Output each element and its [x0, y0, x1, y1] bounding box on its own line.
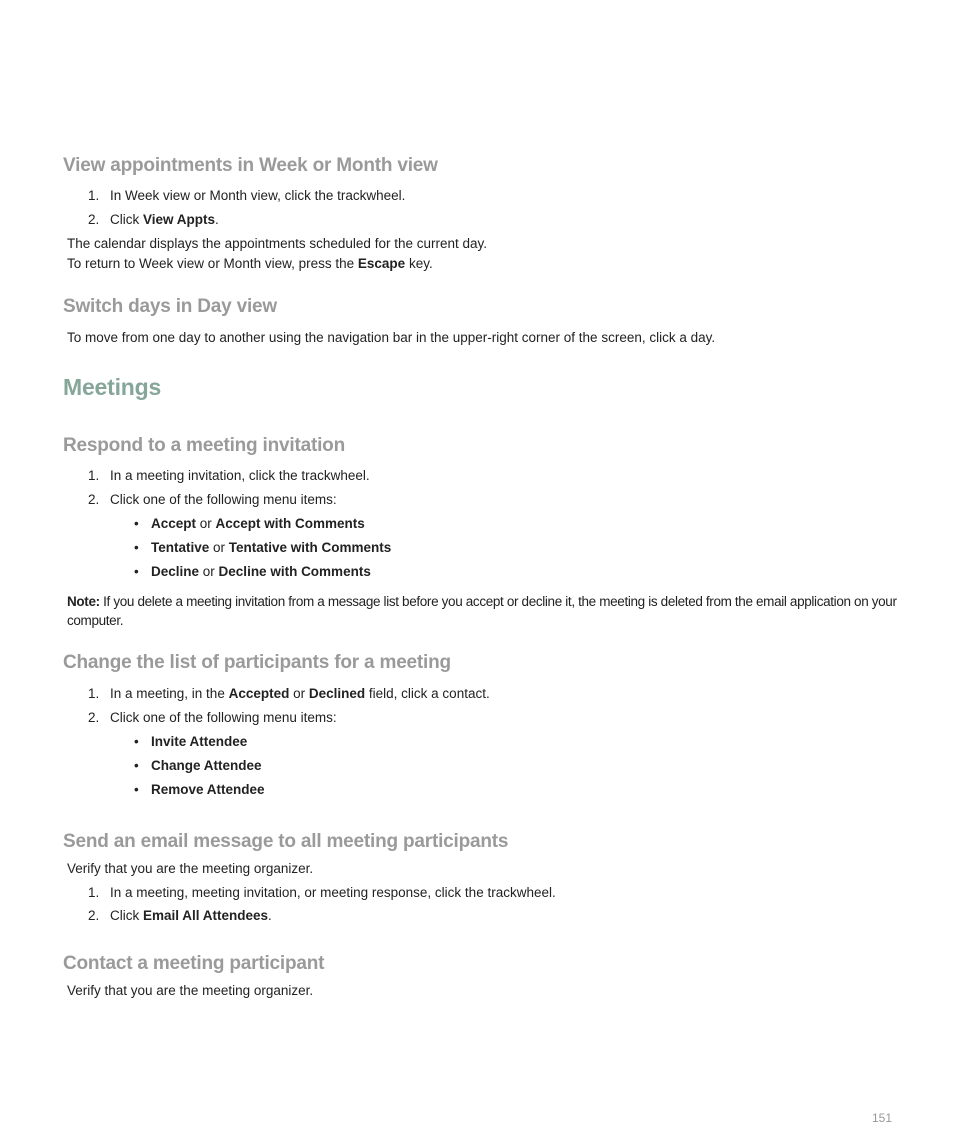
section-heading-respond-invitation: Respond to a meeting invitation: [63, 435, 345, 456]
bullet-icon: •: [134, 564, 139, 579]
step-number: 2.: [88, 908, 100, 923]
section-heading-view-appointments: View appointments in Week or Month view: [63, 155, 438, 176]
paragraph: To move from one day to another using the navigation bar in the upper-right corner of the screen, click a day.: [67, 330, 716, 345]
conjunction: or: [289, 686, 309, 701]
note-text: If you delete a meeting invitation from a message list before you accept or decline it, the meeting is deleted from the email application on your computer.: [67, 594, 897, 628]
menu-item-accept: Accept: [151, 516, 197, 531]
paragraph: Verify that you are the meeting organizer.: [67, 983, 314, 998]
step-number: 1.: [88, 188, 100, 203]
menu-item-decline-with-comments: Decline with Comments: [218, 564, 371, 579]
section-heading-change-participants: Change the list of participants for a meeting: [63, 652, 451, 673]
step-number: 1.: [88, 885, 100, 900]
menu-item-email-all-attendees: Email All Attendees: [143, 908, 269, 923]
bullet-icon: •: [134, 758, 139, 773]
field-accepted: Accepted: [228, 686, 290, 701]
menu-item-remove-attendee: Remove Attendee: [151, 782, 265, 797]
menu-item-change-attendee: Change Attendee: [151, 758, 262, 773]
step-number: 1.: [88, 686, 100, 701]
step-text: [110, 212, 219, 227]
step-text: [110, 686, 490, 701]
step-text-pre: In a meeting, in the: [110, 686, 229, 701]
bullet-icon: •: [134, 734, 139, 749]
menu-item-decline: Decline: [151, 564, 200, 579]
paragraph-post: key.: [405, 256, 433, 271]
field-declined: Declined: [308, 686, 366, 701]
note-label: Note:: [67, 594, 100, 609]
menu-item-accept-with-comments: Accept with Comments: [215, 516, 365, 531]
menu-item-invite-attendee: Invite Attendee: [151, 734, 248, 749]
step-text-pre: Click: [110, 212, 143, 227]
section-heading-switch-days: Switch days in Day view: [63, 296, 277, 317]
step-text: In Week view or Month view, click the trackwheel.: [110, 188, 406, 203]
conjunction: or: [209, 540, 229, 555]
bullet-icon: •: [134, 516, 139, 531]
step-text: Click one of the following menu items:: [110, 710, 337, 725]
step-text: In a meeting invitation, click the trackwheel.: [110, 468, 370, 483]
bullet-icon: •: [134, 540, 139, 555]
step-text-pre: Click: [110, 908, 143, 923]
chapter-title-meetings: Meetings: [63, 374, 162, 400]
step-text: In a meeting, meeting invitation, or meeting response, click the trackwheel.: [110, 885, 556, 900]
step-text-post: field, click a contact.: [365, 686, 490, 701]
menu-item-view-appts: View Appts: [143, 212, 216, 227]
section-heading-contact-participant: Contact a meeting participant: [63, 953, 325, 974]
note: [67, 592, 897, 630]
step-number: 1.: [88, 468, 100, 483]
paragraph: [67, 256, 433, 271]
step-number: 2.: [88, 710, 100, 725]
conjunction: or: [196, 516, 216, 531]
step-text: [110, 908, 272, 923]
section-heading-send-email: Send an email message to all meeting participants: [63, 831, 509, 852]
paragraph: Verify that you are the meeting organizer.: [67, 861, 314, 876]
bullet-icon: •: [134, 782, 139, 797]
page-number: 151: [872, 1111, 893, 1125]
menu-item-tentative-with-comments: Tentative with Comments: [228, 540, 392, 555]
step-text: Click one of the following menu items:: [110, 492, 337, 507]
step-number: 2.: [88, 212, 100, 227]
step-text-post: .: [215, 212, 219, 227]
menu-item-tentative: Tentative: [151, 540, 210, 555]
conjunction: or: [199, 564, 219, 579]
key-escape: Escape: [357, 256, 406, 271]
paragraph-pre: To return to Week view or Month view, press the: [67, 256, 358, 271]
step-number: 2.: [88, 492, 100, 507]
paragraph: The calendar displays the appointments scheduled for the current day.: [67, 236, 487, 251]
step-text-post: .: [268, 908, 272, 923]
